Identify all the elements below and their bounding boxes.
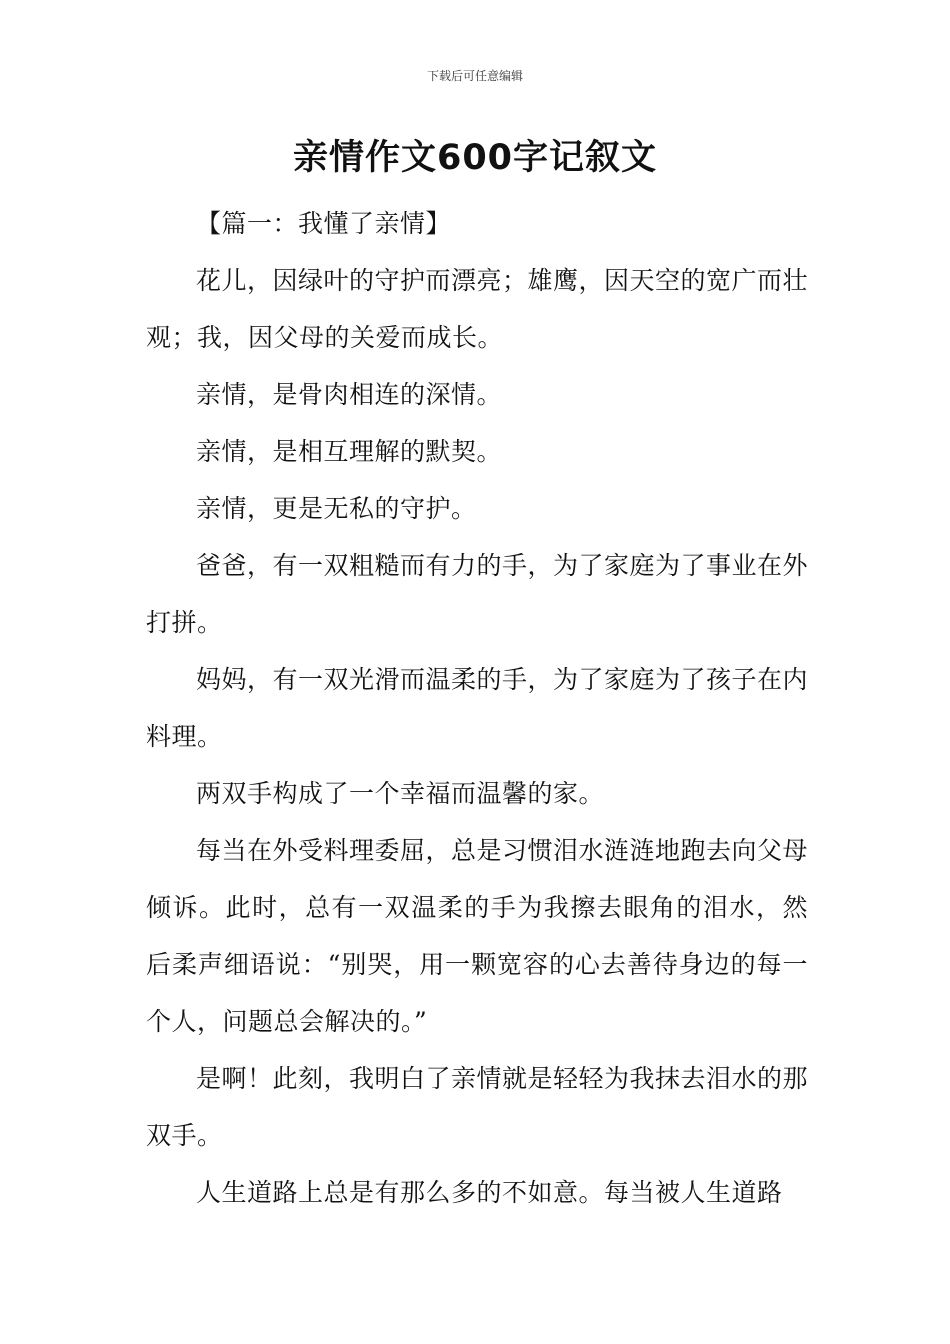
header-note: 下载后可任意编辑 bbox=[426, 69, 523, 83]
paragraph: 花儿，因绿叶的守护而漂亮；雄鹰，因天空的宽广而壮观；我，因父母的关爱而成长。 bbox=[146, 266, 809, 352]
paragraph: 是啊！此刻，我明白了亲情就是轻轻为我抹去泪水的那双手。 bbox=[146, 1064, 809, 1150]
paragraph: 亲情，是骨肉相连的深情。 bbox=[196, 380, 503, 409]
paragraph: 亲情，是相互理解的默契。 bbox=[196, 437, 503, 466]
document-body bbox=[146, 195, 808, 1221]
paragraph: 妈妈，有一双光滑而温柔的手，为了家庭为了孩子在内料理。 bbox=[146, 665, 809, 751]
paragraph: 人生道路上总是有那么多的不如意。每当被人生道路 bbox=[196, 1178, 783, 1207]
paragraph: 爸爸，有一双粗糙而有力的手，为了家庭为了事业在外打拼。 bbox=[146, 551, 809, 637]
paragraph: 两双手构成了一个幸福而温馨的家。 bbox=[196, 779, 605, 808]
paragraph: 每当在外受料理委屈，总是习惯泪水涟涟地跑去向父母倾诉。此时，总有一双温柔的手为我擦去眼角的泪水，然后柔声细语说：“别哭，用一颗宽容的心去善待身边的每一个人，问题总会解决的。” bbox=[146, 836, 809, 1036]
paragraph: 亲情，更是无私的守护。 bbox=[196, 494, 477, 523]
document-title: 亲情作文600字记叙文 bbox=[292, 138, 658, 178]
section-heading: 【篇一：我懂了亲情】 bbox=[196, 209, 452, 238]
